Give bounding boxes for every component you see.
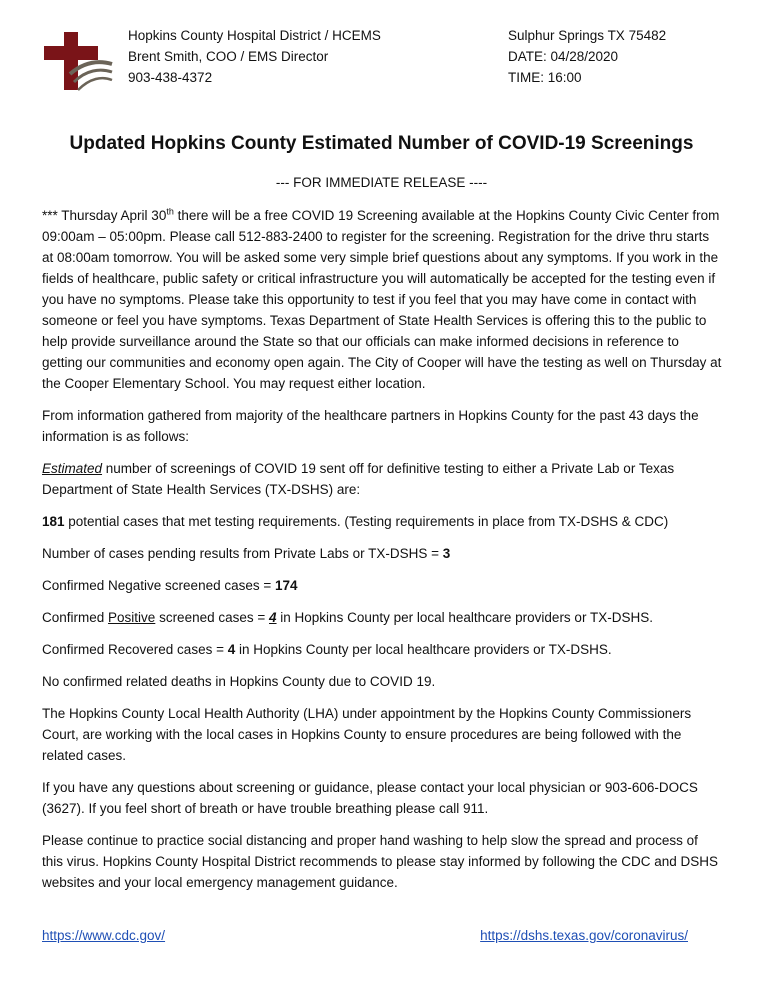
stat-negative-cases: Confirmed Negative screened cases = 174 [42, 578, 298, 593]
social-distancing-paragraph: Please continue to practice social distancing and proper hand washing to help slow the spread and process of this virus. Hopkins County Hospital District recommends to please stay informed by following the CDC and DSHS websites and your local emergency management guidance. [42, 833, 719, 890]
header-phone: 903-438-4372 [128, 70, 213, 85]
release-body [42, 205, 722, 904]
page-title: Updated Hopkins County Estimated Number of COVID-19 Screenings [69, 133, 694, 154]
stat-positive-cases: Confirmed Positive screened cases = 4 in Hopkins County per local healthcare providers or TX-DSHS. [42, 610, 653, 625]
header-organization: Hopkins County Hospital District / HCEMS [128, 28, 381, 43]
resource-links [42, 928, 722, 950]
header-time: TIME: 16:00 [508, 70, 582, 85]
data-source-paragraph: From information gathered from majority of the healthcare partners in Hopkins County for the past 43 days the information is as follows: [42, 408, 699, 444]
header-location: Sulphur Springs TX 75482 [508, 28, 667, 43]
estimated-emphasis: Estimated [42, 461, 103, 476]
logo-swoosh [78, 78, 112, 90]
questions-paragraph: If you have any questions about screening or guidance, please contact your local physician or 903-606-DOCS (3627). If you feel short of breath or have trouble breathing please call 911. [42, 780, 698, 816]
logo-cross-horizontal [44, 46, 98, 60]
screening-announcement-paragraph: *** Thursday April 30th there will be a free COVID 19 Screening available at the Hopkins County Civic Center from 09:00am – 05:00pm. Please call 512-883-2400 to register for the screening. Registration for the drive thru starts at 08:00am tomorrow. You will be asked some very simple brief questions about any symptoms. If you work in the fields of healthcare, public safety or critical infrastructure you will automatically be accepted for the testing even if you have no symptoms. Please take this opportunity to test if you feel that you may have come in contact with someone or feel you have symptoms. Texas Department of State Health Services is offering this to the public to help provide surveillance around the State so that our officials can make informed decisions in reference to getting our communities and economy open again. The City of Cooper will have the testing as well on Thursday at the Cooper Elementary School. You may request either location. [42, 206, 722, 391]
stat-pending-cases: Number of cases pending results from Private Labs or TX-DSHS = 3 [42, 546, 451, 561]
stat-recovered-cases: Confirmed Recovered cases = 4 in Hopkins County per local healthcare providers or TX-DSHS. [42, 642, 612, 657]
release-subheading: --- FOR IMMEDIATE RELEASE ---- [275, 175, 488, 190]
lha-paragraph: The Hopkins County Local Health Authority (LHA) under appointment by the Hopkins County Commissioners Court, are working with the local cases in Hopkins County to ensure procedures are being followed with the related cases. [42, 706, 692, 763]
estimated-screenings-paragraph: Estimated number of screenings of COVID 19 sent off for definitive testing to either a Private Lab or Texas Department of State Health Services (TX-DSHS) are: [42, 461, 675, 497]
header-contact-name: Brent Smith, COO / EMS Director [128, 49, 329, 64]
hospital-district-logo [40, 30, 114, 92]
stat-potential-cases: 181 potential cases that met testing requirements. (Testing requirements in place from TX-DSHS & CDC) [42, 514, 669, 529]
header-date: DATE: 04/28/2020 [508, 49, 619, 64]
cdc-link[interactable]: https://www.cdc.gov/ [42, 928, 166, 943]
dshs-link[interactable]: https://dshs.texas.gov/coronavirus/ [480, 928, 688, 943]
stat-deaths: No confirmed related deaths in Hopkins County due to COVID 19. [42, 674, 436, 689]
header-contact-block [128, 25, 381, 88]
header-date-block [508, 25, 666, 88]
